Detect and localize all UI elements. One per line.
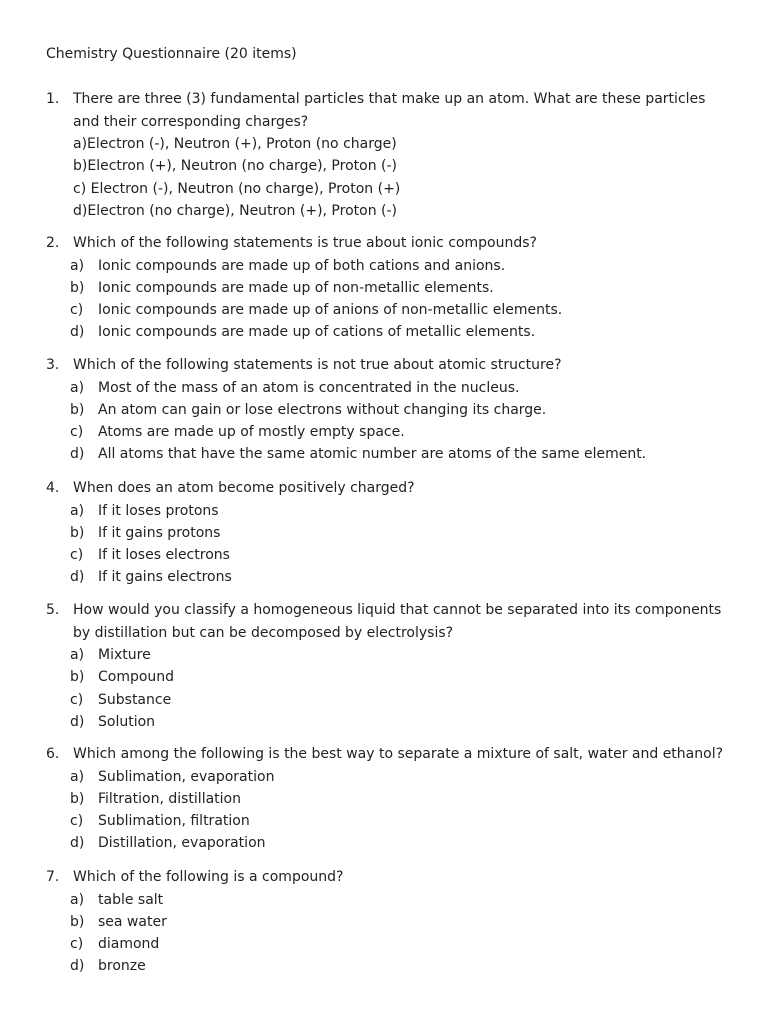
option-text: Sublimation, filtration: [98, 813, 250, 830]
question-1: [46, 88, 736, 222]
question-text-line-2: and their corresponding charges?: [73, 113, 309, 130]
question-number: 2.: [46, 235, 60, 251]
question-number: 7.: [46, 869, 60, 885]
option-d: [46, 832, 736, 854]
question-number: 1.: [46, 91, 60, 107]
option-text: table salt: [98, 891, 164, 908]
option-a: [46, 500, 736, 522]
option-text: a)Electron (-), Neutron (+), Proton (no charge): [73, 136, 397, 152]
option-text: bronze: [98, 958, 146, 975]
option-b: [46, 911, 736, 933]
question-number: 5.: [46, 602, 60, 618]
option-letter: d): [70, 958, 85, 975]
option-letter: c): [70, 936, 84, 953]
option-text: Distillation, evaporation: [98, 835, 266, 852]
question-number: 4.: [46, 480, 60, 496]
option-text: Ionic compounds are made up of cations of metallic elements.: [98, 324, 536, 341]
option-d: [46, 566, 736, 588]
option-text: All atoms that have the same atomic number are atoms of the same element.: [98, 446, 647, 463]
option-b: [46, 522, 736, 544]
option-c: [46, 810, 736, 832]
question-text-line-2: by distillation but can be decomposed by electrolysis?: [73, 624, 454, 641]
question-text-continued: [46, 111, 736, 134]
option-text: Ionic compounds are made up of anions of non-metallic elements.: [98, 302, 563, 319]
option-letter: c): [70, 691, 84, 708]
option-c: [46, 544, 736, 566]
option-d: [46, 443, 736, 465]
option-letter: a): [70, 502, 85, 519]
option-d: [46, 955, 736, 977]
option-text: Filtration, distillation: [98, 790, 241, 807]
option-a: [46, 133, 736, 155]
option-text: Most of the mass of an atom is concentrated in the nucleus.: [98, 379, 520, 396]
option-a: [46, 644, 736, 666]
question-4: [46, 477, 736, 589]
option-text: sea water: [98, 913, 167, 930]
option-letter: d): [70, 446, 85, 463]
option-d: [46, 200, 736, 222]
option-letter: d): [70, 324, 85, 341]
question-text: [46, 743, 736, 766]
option-b: [46, 277, 736, 299]
option-letter: c): [70, 302, 84, 319]
question-text: [46, 354, 736, 377]
option-b: [46, 788, 736, 810]
option-letter: a): [70, 257, 85, 274]
question-text-line-1: Which of the following is a compound?: [73, 869, 344, 885]
question-text-line-1: When does an atom become positively charged?: [73, 480, 415, 496]
option-letter: a): [70, 891, 85, 908]
option-letter: b): [70, 401, 85, 418]
option-a: [46, 255, 736, 277]
question-text: [46, 599, 736, 622]
option-letter: b): [70, 669, 85, 686]
option-letter: d): [70, 835, 85, 852]
option-letter: a): [70, 647, 85, 663]
question-6: [46, 743, 736, 855]
option-letter: c): [70, 424, 84, 441]
option-c: [46, 299, 736, 321]
option-text: d)Electron (no charge), Neutron (+), Proton (-): [73, 202, 397, 219]
option-letter: b): [70, 279, 85, 296]
option-letter: d): [70, 569, 85, 586]
option-b: [46, 399, 736, 421]
question-text-line-1: Which of the following statements is not true about atomic structure?: [73, 357, 562, 373]
option-text: Sublimation, evaporation: [98, 768, 275, 785]
option-text: Mixture: [98, 647, 151, 663]
option-c: [46, 178, 736, 200]
option-letter: c): [70, 547, 84, 564]
question-text: [46, 232, 736, 255]
question-2: [46, 232, 736, 344]
question-number: 6.: [46, 746, 60, 762]
question-text-line-1: How would you classify a homogeneous liquid that cannot be separated into its components: [73, 602, 722, 618]
question-7: [46, 866, 736, 978]
option-text: c) Electron (-), Neutron (no charge), Proton (+): [73, 180, 401, 197]
question-number: 3.: [46, 357, 60, 373]
option-b: [46, 666, 736, 688]
question-3: [46, 354, 736, 466]
option-d: [46, 321, 736, 343]
option-letter: b): [70, 790, 85, 807]
question-text-line-1: Which among the following is the best way to separate a mixture of salt, water and ethanol?: [73, 746, 724, 762]
option-letter: d): [70, 713, 85, 730]
option-letter: a): [70, 379, 85, 396]
option-text: Compound: [98, 669, 175, 686]
option-text: An atom can gain or lose electrons without changing its charge.: [98, 401, 547, 418]
option-text: diamond: [98, 936, 160, 953]
question-text-line-1: There are three (3) fundamental particles that make up an atom. What are these particles: [73, 91, 706, 107]
option-text: b)Electron (+), Neutron (no charge), Proton (-): [73, 158, 397, 175]
question-text: [46, 866, 736, 889]
option-text: If it gains protons: [98, 524, 221, 541]
option-d: [46, 711, 736, 733]
option-letter: b): [70, 524, 85, 541]
option-text: If it loses electrons: [98, 547, 230, 564]
question-5: [46, 599, 736, 733]
option-text: Solution: [98, 713, 156, 730]
question-text-continued: [46, 622, 736, 645]
question-text: [46, 477, 736, 500]
option-text: Ionic compounds are made up of non-metallic elements.: [98, 279, 494, 296]
option-text: Ionic compounds are made up of both cations and anions.: [98, 257, 506, 274]
option-text: Atoms are made up of mostly empty space.: [98, 424, 405, 441]
document-title: Chemistry Questionnaire (20 items): [46, 46, 297, 62]
option-text: If it loses protons: [98, 502, 219, 519]
option-letter: b): [70, 913, 85, 930]
option-text: If it gains electrons: [98, 569, 232, 586]
option-letter: c): [70, 813, 84, 830]
option-text: Substance: [98, 691, 172, 708]
option-c: [46, 933, 736, 955]
question-text-line-1: Which of the following statements is true about ionic compounds?: [73, 235, 537, 251]
question-text: [46, 88, 736, 111]
option-b: [46, 155, 736, 177]
option-a: [46, 889, 736, 911]
option-c: [46, 689, 736, 711]
option-c: [46, 421, 736, 443]
option-letter: a): [70, 768, 85, 785]
option-a: [46, 766, 736, 788]
option-a: [46, 377, 736, 399]
